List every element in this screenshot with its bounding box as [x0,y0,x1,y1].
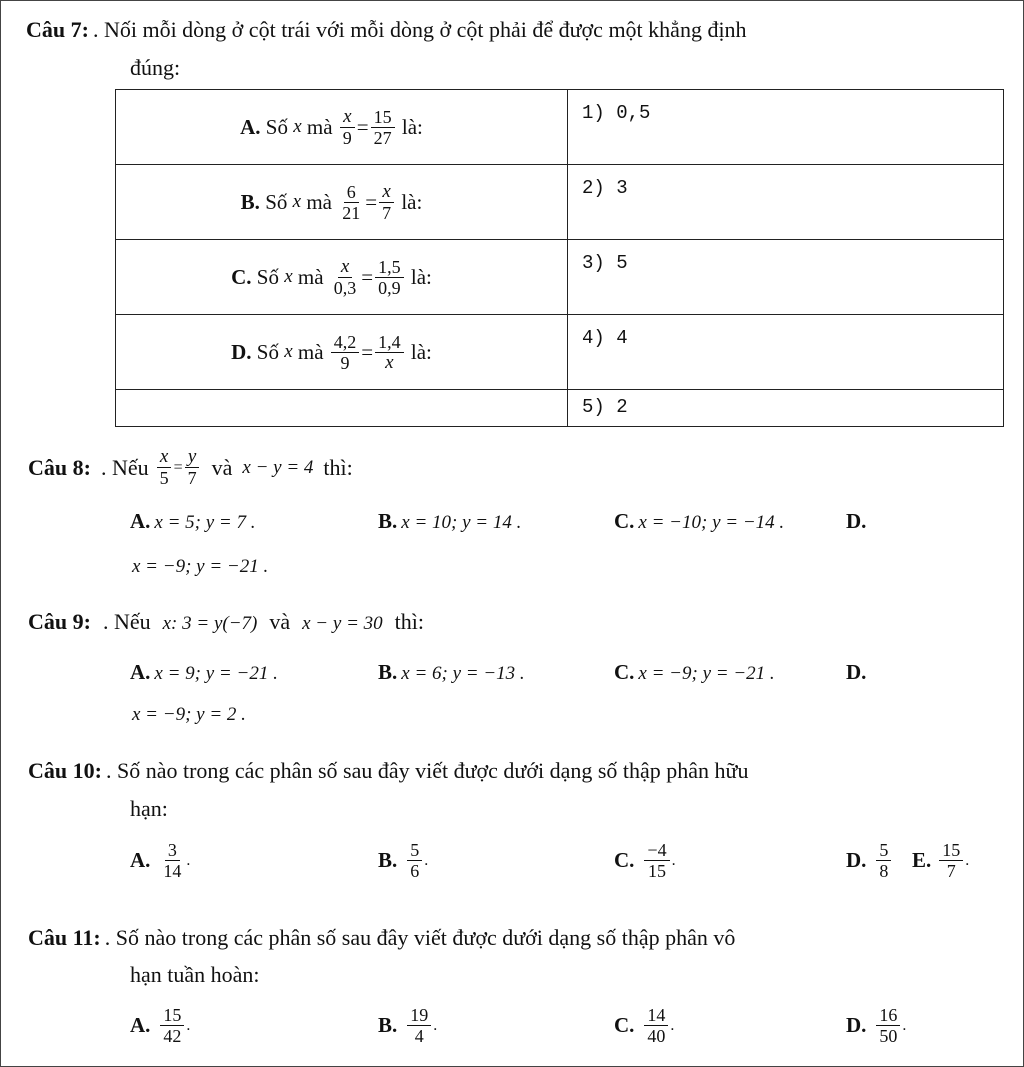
fraction [876,840,891,881]
option-value: x = −9; y = −21 . [638,663,775,684]
fraction-num: −4 [644,840,669,861]
question-8-pre: . Nếu [100,454,149,480]
option-c[interactable] [614,509,784,534]
row-ma: mà [306,189,332,214]
question-9-pre: . Nếu [102,609,151,634]
fraction-den: 6 [410,861,420,881]
fraction [185,447,200,488]
fraction-num: x [338,257,352,278]
row-letter: D. [231,339,252,364]
answer-cell: 1) 0,5 [582,102,651,124]
fraction-den: 0,9 [378,277,401,298]
option-value: x = 10; y = 14 . [401,512,522,533]
fraction-num: 15 [371,107,395,128]
fraction-num: 5 [876,840,891,861]
table-row: B. Số x mà $\frac{6}{21}$ = $\frac{x}{7}$ là: 2) 3 [116,165,1004,240]
answer-cell: 3) 5 [582,252,628,274]
question-10-text: . Số nào trong các phân số sau đây viết được dưới dạng số thập phân hữu [105,758,749,783]
option-b[interactable] [378,509,521,534]
option-letter: B. [378,848,398,872]
matching-table [115,89,1004,427]
option-e[interactable]: E. $\frac{15}{7}$ . [912,840,970,881]
fraction [157,447,172,488]
question-9-cond: x − y = 30 [302,613,383,634]
fraction-num: 15 [160,1005,184,1026]
fraction-num: 14 [644,1005,668,1026]
row-prefix: Số [265,114,288,139]
question-8-va: và [211,454,233,480]
question-10-label: Câu 10: [28,758,102,783]
row-la: là: [410,264,432,289]
fraction-den: 42 [163,1026,182,1046]
fraction-den: 7 [187,468,197,488]
option-a[interactable]: A. $\frac{3}{14}$ . [130,840,191,881]
row-letter: C. [231,264,252,289]
option-letter: E. [912,848,932,872]
fraction-den: 8 [879,861,889,881]
fraction-den: 27 [373,127,392,148]
table-row: C. Số x mà $\frac{x}{0,3}$ = $\frac{1,5}{0,9}$ là: 3) 5 [116,240,1004,315]
row-ma: mà [306,114,333,139]
fraction [407,840,422,881]
fraction-num: 19 [407,1005,431,1026]
fraction-den: 14 [163,861,182,881]
fraction-num: 4,2 [331,332,360,353]
fraction-num: 6 [344,182,359,203]
fraction-den: 7 [946,861,956,881]
question-8-thi: thì: [323,454,353,480]
fraction [876,1005,900,1046]
fraction-den: 40 [647,1026,666,1046]
option-c[interactable] [614,660,775,685]
option-letter: A. [130,848,151,872]
option-letter: D. [846,848,867,872]
option-value: x = 5; y = 7 . [154,512,256,533]
option-d[interactable]: D. $\frac{16}{50}$ . [846,1005,907,1046]
option-b[interactable]: B. $\frac{5}{6}$ . [378,840,429,881]
answer-cell: 2) 3 [582,177,628,199]
option-letter: D. [846,1013,867,1037]
fraction [644,840,669,881]
question-9-header [28,609,424,635]
option-a[interactable] [130,660,278,685]
option-value: x = 9; y = −21 . [154,663,278,684]
fraction [160,1005,184,1046]
fraction-num: 15 [939,840,963,861]
fraction [379,182,394,223]
row-letter: B. [240,189,260,214]
fraction [340,107,355,148]
row-var: x [293,116,302,137]
row-var: x [284,266,293,287]
answer-cell: 5) 2 [582,396,628,418]
question-9-expr: x: 3 = y(−7) [162,613,258,634]
question-8-label: Câu 8: [28,454,91,480]
question-9-thi: thì: [394,609,424,634]
option-letter: C. [614,660,635,684]
fraction-den: 9 [340,352,350,373]
fraction-num: 3 [165,840,180,861]
question-11-text: . Số nào trong các phân số sau đây viết được dưới dạng số thập phân vô [104,925,736,950]
row-prefix: Số [256,339,279,364]
question-10-text-cont: hạn: [130,796,168,821]
row-prefix: Số [256,264,279,289]
question-10-header [28,758,748,784]
fraction-num: 5 [407,840,422,861]
option-b[interactable]: B. $\frac{19}{4}$ . [378,1005,438,1046]
option-letter: B. [378,1013,398,1037]
option-a[interactable]: A. $\frac{15}{42}$ . [130,1005,191,1046]
option-c[interactable]: C. $\frac{-4}{15}$ . [614,840,676,881]
fraction-num: x [340,107,354,128]
question-9-va: và [269,609,291,634]
fraction [375,257,404,298]
fraction-num: x [157,447,171,468]
fraction-num: 1,4 [375,332,404,353]
option-letter: A. [130,509,151,533]
fraction [375,332,404,373]
option-letter: B. [378,509,398,533]
fraction-den: 50 [879,1026,898,1046]
question-8-header: Câu 8: . Nếu $\frac{x}{5}$ = $\frac{y}{7}$ và x − y = 4 thì: [28,446,353,488]
option-value: x = 6; y = −13 . [401,663,525,684]
option-letter: A. [130,1013,151,1037]
option-letter: C. [614,848,635,872]
question-7-header [26,17,747,43]
question-7-text-cont: đúng: [130,55,181,80]
fraction-num: 16 [876,1005,900,1026]
fraction-den: 15 [648,861,666,881]
answer-cell: 4) 4 [582,327,628,349]
fraction-num: 1,5 [375,257,404,278]
question-9-label: Câu 9: [28,609,91,634]
option-letter: C. [614,509,635,533]
fraction-den: 5 [159,468,169,488]
fraction [331,257,360,298]
row-letter: A. [240,114,261,139]
fraction-den: 4 [414,1026,424,1046]
option-d[interactable] [846,840,893,881]
fraction [939,840,963,881]
fraction [371,107,395,148]
row-la: là: [401,114,423,139]
fraction [331,332,360,373]
fraction [644,1005,668,1046]
row-var: x [292,191,302,212]
fraction-den: x [385,351,394,373]
fraction-den: 0,3 [333,277,357,298]
option-d[interactable]: D. [846,509,867,533]
option-b[interactable] [378,660,525,685]
option-letter: A. [130,660,151,684]
row-ma: mà [297,264,324,289]
row-prefix: Số [265,189,288,214]
option-d-value: x = −9; y = 2 . [132,704,246,725]
table-row: D. Số x mà $\frac{4,2}{9}$ = $\frac{1,4}{x}$ là: 4) 4 [116,315,1004,390]
fraction-den: 21 [342,202,361,223]
question-8-cond: x − y = 4 [242,456,314,478]
option-letter: C. [614,1013,635,1037]
question-11-header [28,925,735,951]
fraction-num: y [185,447,199,468]
row-var: x [284,341,293,362]
fraction [339,182,363,223]
question-11-label: Câu 11: [28,925,101,950]
question-7-label: Câu 7: [26,17,89,42]
option-value: x = −10; y = −14 . [638,512,785,533]
option-a[interactable] [130,509,256,534]
fraction [160,840,184,881]
fraction [407,1005,431,1046]
option-letter: B. [378,660,398,684]
fraction-den: 9 [342,127,352,148]
fraction-num: x [379,182,393,203]
table-row [116,390,1004,427]
row-ma: mà [297,339,324,364]
option-d[interactable]: D. [846,660,867,684]
option-d-value: x = −9; y = −21 . [132,556,269,577]
option-c[interactable]: C. $\frac{14}{40}$ . [614,1005,675,1046]
question-11-text-cont: hạn tuần hoàn: [130,962,260,987]
row-la: là: [401,189,423,214]
question-7-text: . Nối mỗi dòng ở cột trái với mỗi dòng ở cột phải để được một khẳng định [92,17,747,42]
row-la: là: [410,339,432,364]
fraction-den: 7 [382,202,392,223]
table-row: A. Số x mà $\frac{x}{9}$ = $\frac{15}{27}$ là: 1) 0,5 [116,90,1004,165]
